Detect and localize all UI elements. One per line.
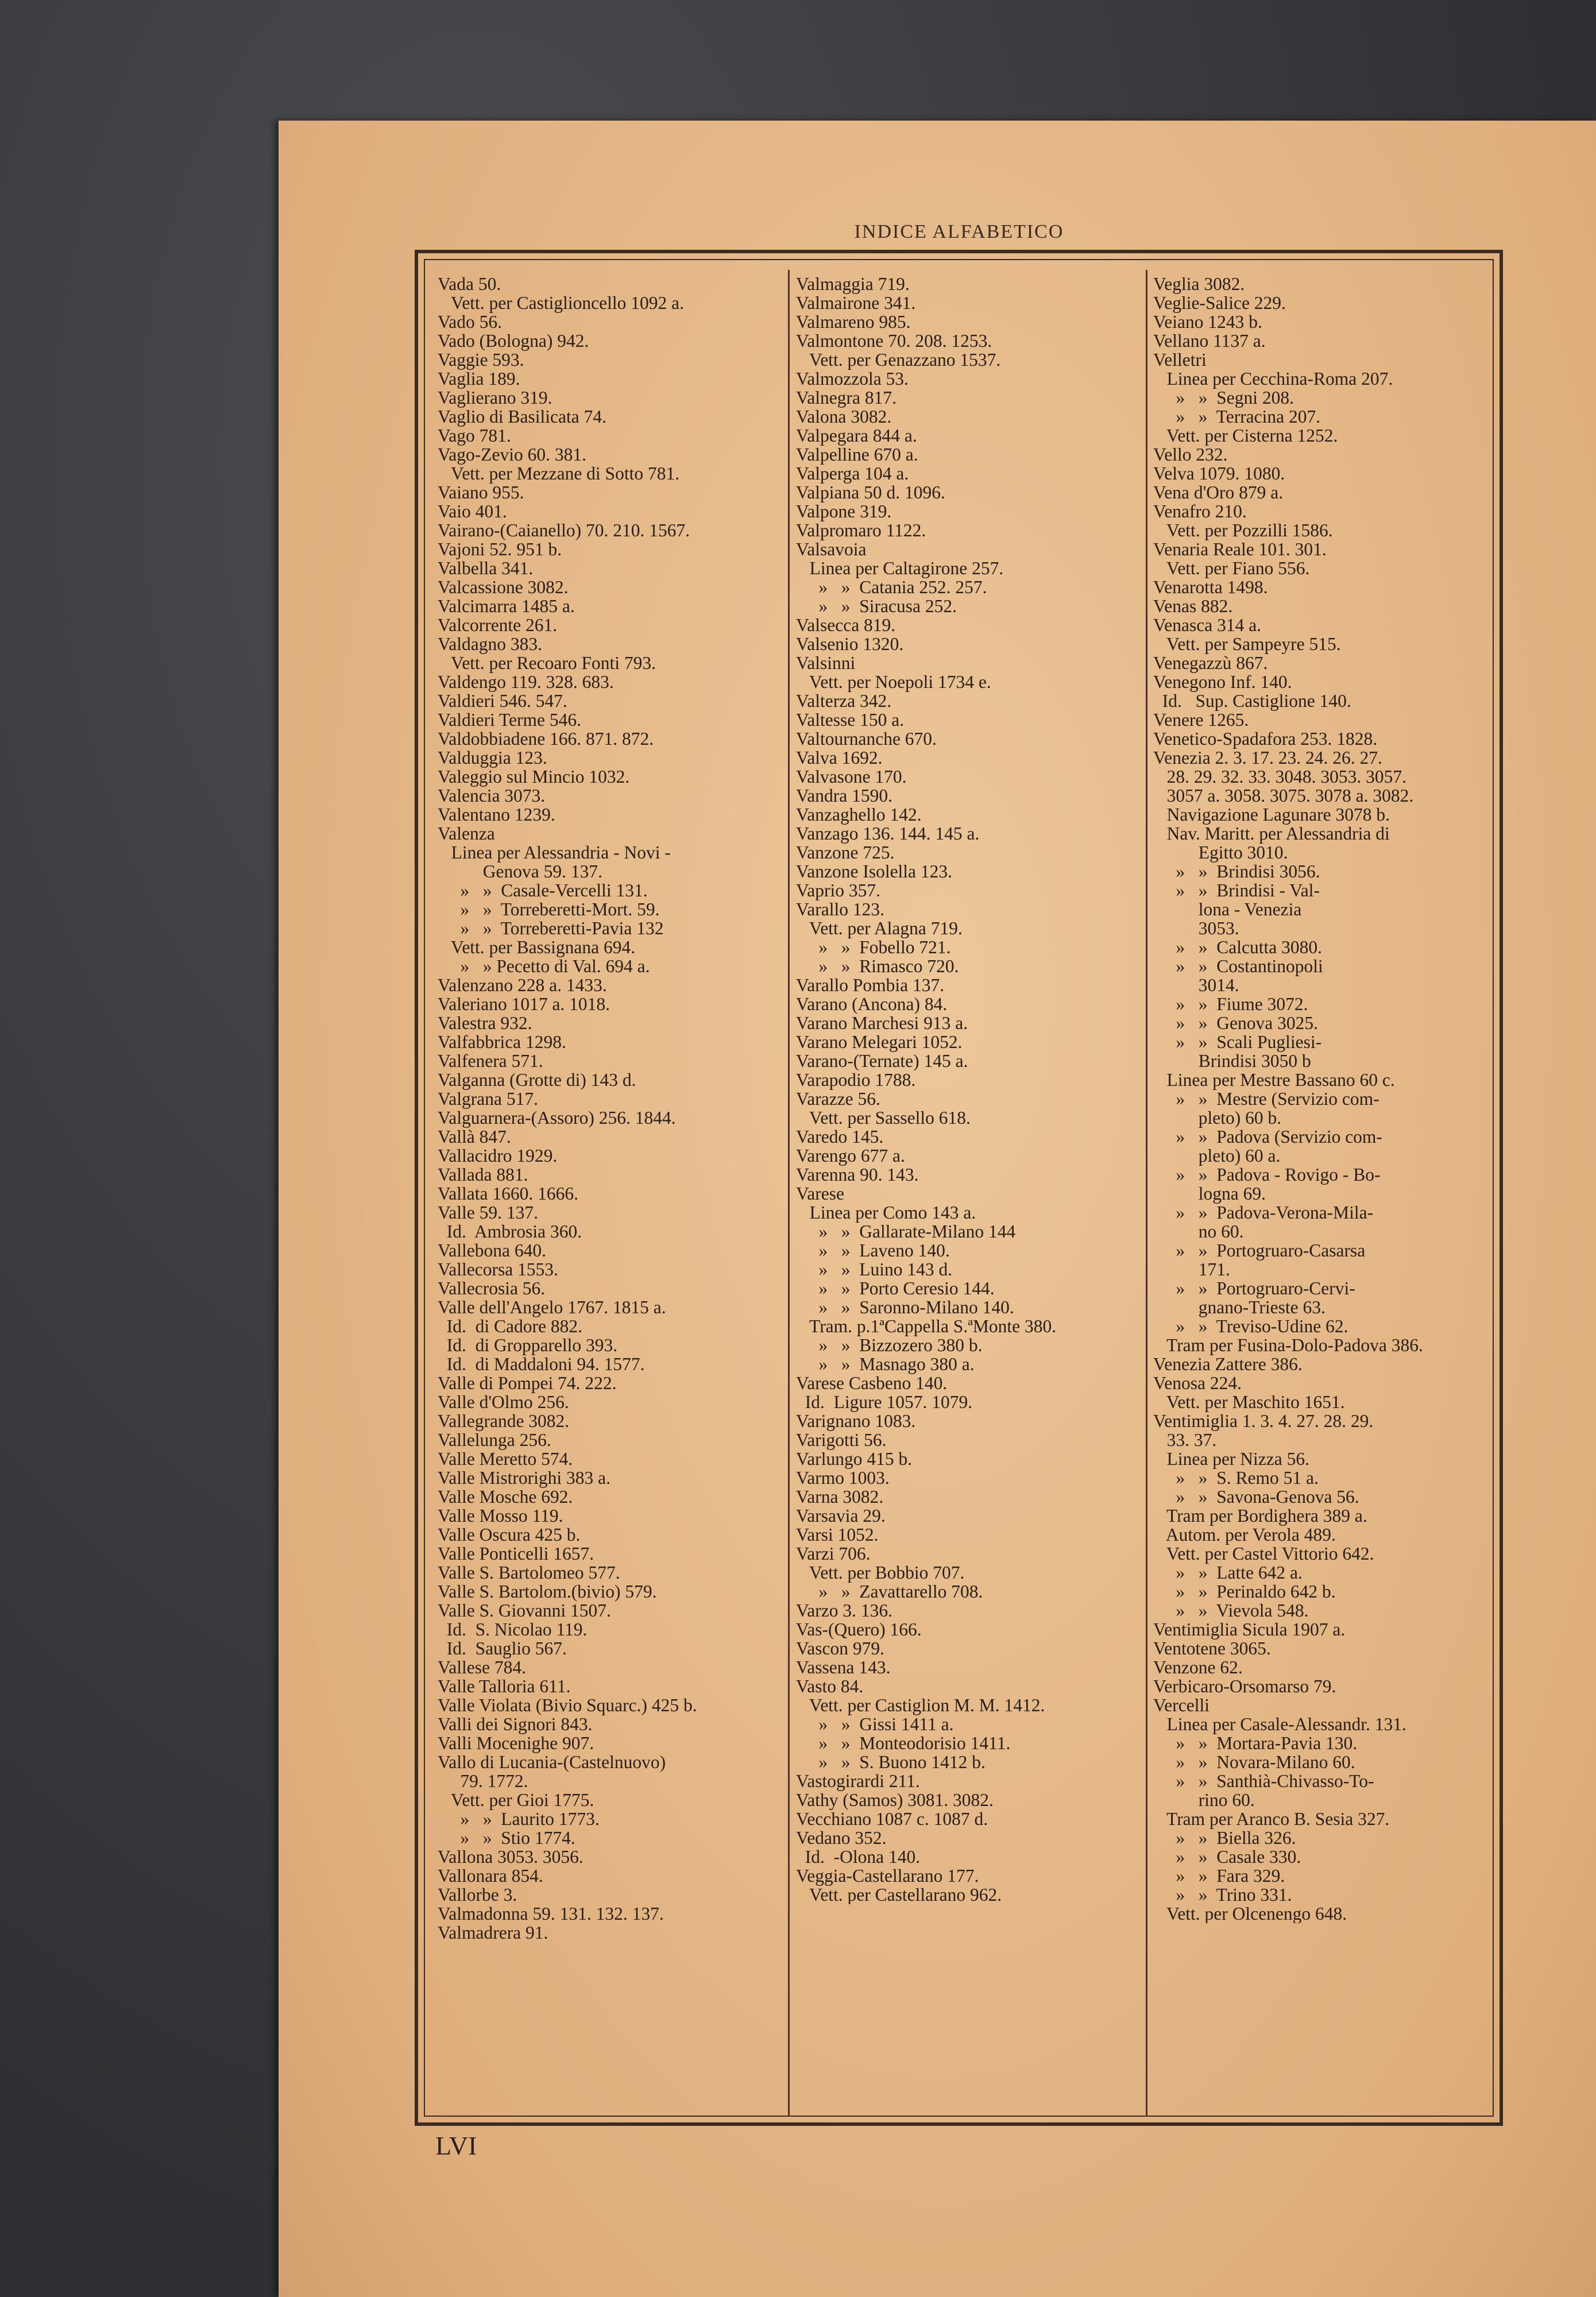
index-entry: Id. Ambrosia 360. (438, 1221, 582, 1242)
index-entry: Valsinni (796, 653, 856, 673)
index-entry: Valle Mosso 119. (438, 1506, 563, 1526)
index-entry: Varazze 56. (796, 1089, 880, 1109)
index-entry: » » Mortara-Pavia 130. (1153, 1733, 1358, 1753)
index-entry: Vett. per Castellarano 962. (796, 1885, 1002, 1904)
index-entry: Vago 781. (438, 426, 511, 446)
index-entry: Veglia 3082. (1153, 274, 1245, 294)
index-entry: Vena d'Oro 879 a. (1153, 482, 1284, 502)
index-entry: Linea per Nizza 56. (1153, 1449, 1309, 1469)
index-entry: Varmo 1003. (796, 1468, 890, 1488)
index-entry: Valsavoia (796, 539, 867, 559)
index-entry: » » Treviso-Udine 62. (1153, 1316, 1348, 1336)
index-entry: Valfenera 571. (438, 1051, 543, 1071)
index-entry: » » Padova - Rovigo - Bo- (1153, 1165, 1381, 1185)
index-entry: Vecchiano 1087 c. 1087 d. (796, 1809, 988, 1829)
index-entry: Valona 3082. (796, 407, 892, 427)
index-entry: Varano Melegari 1052. (796, 1032, 963, 1052)
index-entry: Valcassione 3082. (438, 577, 569, 597)
index-entry: Valnegra 817. (796, 388, 896, 408)
index-entry: Varese (796, 1184, 844, 1204)
index-entry: 3057 a. 3058. 3075. 3078 a. 3082. (1153, 786, 1414, 806)
index-entry: Valduggia 123. (438, 748, 547, 768)
index-entry: Valvasone 170. (796, 767, 907, 787)
index-entry: Vallonara 854. (438, 1866, 543, 1886)
index-entry: Tram per Bordighera 389 a. (1153, 1506, 1367, 1526)
index-entry: Valmareno 985. (796, 312, 911, 332)
index-entry: Vett. per Fiano 556. (1153, 558, 1310, 578)
index-entry: Valmozzola 53. (796, 369, 909, 389)
index-entry: Vado 56. (438, 312, 502, 332)
index-entry: Id. S. Nicolao 119. (438, 1619, 588, 1639)
index-entry: Vett. per Castel Vittorio 642. (1153, 1544, 1374, 1564)
index-entry: Valle Meretto 574. (438, 1449, 573, 1469)
index-entry: pleto) 60 a. (1153, 1146, 1281, 1166)
index-entry: Valsecca 819. (796, 615, 896, 635)
index-entry: » » Portogruaro-Cervi- (1153, 1278, 1355, 1298)
index-entry: Ventimiglia 1. 3. 4. 27. 28. 29. (1153, 1411, 1374, 1431)
index-entry: pleto) 60 b. (1153, 1108, 1282, 1128)
index-entry: » » Luino 143 d. (796, 1259, 953, 1279)
index-entry: Valmontone 70. 208. 1253. (796, 331, 992, 351)
index-entry: » » Saronno-Milano 140. (796, 1297, 1014, 1317)
index-entry: Vett. per Sassello 618. (796, 1108, 971, 1128)
index-entry: Valpone 319. (796, 501, 892, 521)
index-entry: Id. Sauglio 567. (438, 1638, 567, 1658)
index-entry: Id. Sup. Castiglione 140. (1153, 691, 1351, 711)
index-entry: Linea per Mestre Bassano 60 c. (1153, 1070, 1395, 1090)
index-entry: Valterza 342. (796, 691, 892, 711)
index-entry: Vastogirardi 211. (796, 1771, 920, 1791)
index-entry: Vaprio 357. (796, 880, 880, 900)
index-entry: Venezia 2. 3. 17. 23. 24. 26. 27. (1153, 748, 1382, 768)
index-entry: Varedo 145. (796, 1127, 884, 1147)
index-entry: Varese Casbeno 140. (796, 1373, 948, 1393)
index-entry: Valencia 3073. (438, 786, 546, 806)
index-entry: Valestra 932. (438, 1013, 532, 1033)
index-entry: Venosa 224. (1153, 1373, 1242, 1393)
index-entry: Valpegara 844 a. (796, 426, 917, 446)
index-entry: Vett. per Alagna 719. (796, 918, 963, 938)
index-entry: Vallelunga 256. (438, 1430, 551, 1450)
index-entry: Vett. per Sampeyre 515. (1153, 634, 1341, 654)
index-entry: » » Catania 252. 257. (796, 577, 987, 597)
index-entry: Velletri (1153, 350, 1207, 370)
index-entry: Varzo 3. 136. (796, 1600, 892, 1621)
index-entry: Vanzone 725. (796, 842, 895, 863)
index-entry: Vett. per Bobbio 707. (796, 1563, 965, 1583)
index-entry: Ventimiglia Sicula 1907 a. (1153, 1619, 1346, 1639)
index-entry: Varlungo 415 b. (796, 1449, 913, 1469)
index-entry: Venaria Reale 101. 301. (1153, 539, 1327, 559)
index-entry: Linea per Caltagirone 257. (796, 558, 1004, 578)
index-entry: Venegono Inf. 140. (1153, 672, 1292, 692)
index-entry: Vasto 84. (796, 1676, 864, 1696)
index-entry: 79. 1772. (438, 1771, 528, 1791)
index-entry: Varano (Ancona) 84. (796, 994, 948, 1014)
index-entry: » » Fara 329. (1153, 1866, 1285, 1886)
index-entry: Vascon 979. (796, 1638, 884, 1658)
index-entry: Veglie-Salice 229. (1153, 293, 1286, 313)
index-entry: Valdengo 119. 328. 683. (438, 672, 614, 692)
index-column-1 (438, 274, 782, 1942)
index-entry: » » Vievola 548. (1153, 1600, 1309, 1621)
index-entry: » » Monteodorisio 1411. (796, 1733, 1011, 1753)
index-entry: Valle Violata (Bivio Squarc.) 425 b. (438, 1695, 697, 1715)
index-entry: Valmaggia 719. (796, 274, 910, 294)
index-entry: » » Torreberetti-Mort. 59. (438, 899, 660, 919)
index-entry: Vathy (Samos) 3081. 3082. (796, 1790, 994, 1810)
index-entry: Vallegrande 3082. (438, 1411, 570, 1431)
index-entry: Tram per Aranco B. Sesia 327. (1153, 1809, 1390, 1829)
index-entry: Vett. per Castiglion M. M. 1412. (796, 1695, 1045, 1715)
index-entry: Valpelline 670 a. (796, 444, 918, 465)
index-entry: Vandra 1590. (796, 786, 892, 806)
index-entry: Valle S. Bartolom.(bivio) 579. (438, 1581, 657, 1602)
index-entry: Vallo di Lucania-(Castelnuovo) (438, 1752, 666, 1772)
index-entry: » » Brindisi - Val- (1153, 880, 1320, 900)
index-entry: Valmairone 341. (796, 293, 916, 313)
index-entry: Vallese 784. (438, 1657, 526, 1677)
index-entry: Vassena 143. (796, 1657, 891, 1677)
index-entry: Valle dell'Angelo 1767. 1815 a. (438, 1297, 666, 1317)
index-entry: Vanzone Isolella 123. (796, 861, 953, 881)
index-entry: » » S. Remo 51 a. (1153, 1468, 1319, 1488)
index-entry: Valgrana 517. (438, 1089, 538, 1109)
index-entry: Linea per Como 143 a. (796, 1202, 976, 1223)
index-entry: » » Mestre (Servizio com- (1153, 1089, 1379, 1109)
index-entry: Valpromaro 1122. (796, 520, 926, 540)
index-entry: gnano-Trieste 63. (1153, 1297, 1326, 1317)
index-entry: » » Padova-Verona-Mila- (1153, 1202, 1374, 1223)
index-entry: Valbella 341. (438, 558, 534, 578)
index-entry: Varano Marchesi 913 a. (796, 1013, 968, 1033)
index-entry: Ventotene 3065. (1153, 1638, 1271, 1658)
index-entry: Vallada 881. (438, 1165, 528, 1185)
index-entry: 33. 37. (1153, 1430, 1217, 1450)
column-divider-1 (788, 270, 790, 2116)
index-entry: Valsenio 1320. (796, 634, 904, 654)
index-entry: Valdieri Terme 546. (438, 710, 582, 730)
index-entry: Vaio 401. (438, 501, 507, 521)
index-entry: rino 60. (1153, 1790, 1255, 1810)
index-entry: Vallecrosia 56. (438, 1278, 546, 1298)
index-entry: Valenza (438, 823, 495, 844)
index-entry: Valle d'Olmo 256. (438, 1392, 569, 1412)
index-entry: Vett. per Gioi 1775. (438, 1790, 594, 1810)
index-entry: Vairano-(Caianello) 70. 210. 1567. (438, 520, 690, 540)
index-entry: » » S. Buono 1412 b. (796, 1752, 986, 1772)
index-entry: Valle 59. 137. (438, 1202, 538, 1223)
index-entry: Venezia Zattere 386. (1153, 1354, 1303, 1374)
index-entry: Valperga 104 a. (796, 463, 909, 484)
index-entry: Venetico-Spadafora 253. 1828. (1153, 729, 1378, 749)
index-entry: Valle Mosche 692. (438, 1487, 573, 1507)
index-entry: Valle Talloria 611. (438, 1676, 571, 1696)
index-entry: Valmadrera 91. (438, 1923, 548, 1942)
index-entry: Valle Mistrorighi 383 a. (438, 1468, 610, 1488)
index-entry: Venafro 210. (1153, 501, 1247, 521)
index-entry: » » Perinaldo 642 b. (1153, 1581, 1336, 1602)
index-entry: Valenzano 228 a. 1433. (438, 975, 607, 995)
index-entry: Vallecorsa 1553. (438, 1259, 558, 1279)
index-entry: Valle S. Giovanni 1507. (438, 1600, 611, 1621)
index-entry: Id. di Cadore 882. (438, 1316, 582, 1336)
index-entry: » » Segni 208. (1153, 388, 1294, 408)
index-entry: Id. di Gropparello 393. (438, 1335, 618, 1355)
index-entry: Venere 1265. (1153, 710, 1249, 730)
index-entry: » » Brindisi 3056. (1153, 861, 1320, 881)
index-entry: Linea per Casale-Alessandr. 131. (1153, 1714, 1406, 1734)
page-number: LVI (435, 2131, 477, 2160)
index-entry: Vallorbe 3. (438, 1885, 517, 1905)
index-entry: Varigotti 56. (796, 1430, 887, 1450)
index-entry: » » Padova (Servizio com- (1153, 1127, 1382, 1147)
index-entry: Valentano 1239. (438, 805, 555, 825)
index-entry: » » Bizzozero 380 b. (796, 1335, 983, 1355)
index-entry: Valpiana 50 d. 1096. (796, 482, 945, 502)
index-entry: Vaglierano 319. (438, 388, 552, 408)
index-entry: Vaggie 593. (438, 350, 524, 370)
index-entry: Venarotta 1498. (1153, 577, 1268, 597)
index-entry: » » Calcutta 3080. (1153, 937, 1322, 957)
index-entry: Valcimarra 1485 a. (438, 596, 575, 616)
index-entry: Varenna 90. 143. (796, 1165, 919, 1185)
index-entry: Valli Mocenighe 907. (438, 1733, 594, 1753)
index-entry: Vercelli (1153, 1695, 1209, 1715)
index-entry: » » Porto Ceresio 144. (796, 1278, 995, 1298)
index-entry: Nav. Maritt. per Alessandria di (1153, 823, 1390, 844)
index-entry: Verbicaro-Orsomarso 79. (1153, 1676, 1336, 1696)
index-entry: Vado (Bologna) 942. (438, 331, 589, 351)
index-entry: Valeriano 1017 a. 1018. (438, 994, 610, 1014)
index-entry: » » Genova 3025. (1153, 1013, 1318, 1033)
index-entry: Valeggio sul Mincio 1032. (438, 767, 630, 787)
index-entry: Vett. per Cisterna 1252. (1153, 426, 1338, 446)
index-entry: Valtournanche 670. (796, 729, 937, 749)
index-entry: Tram per Fusina-Dolo-Padova 386. (1153, 1335, 1423, 1355)
index-entry: Valdieri 546. 547. (438, 691, 567, 711)
index-entry: Vallata 1660. 1666. (438, 1184, 578, 1204)
index-entry: Vett. per Castiglioncello 1092 a. (438, 293, 684, 313)
index-entry: Valcorrente 261. (438, 615, 558, 635)
index-entry: » » Siracusa 252. (796, 596, 957, 616)
index-entry: Vedano 352. (796, 1828, 887, 1848)
index-entry: Vett. per Pozzilli 1586. (1153, 520, 1333, 540)
index-entry: » » Costantinopoli (1153, 956, 1323, 976)
index-entry: Vallebona 640. (438, 1240, 546, 1260)
index-entry: Varna 3082. (796, 1487, 884, 1507)
index-entry: Varano-(Ternate) 145 a. (796, 1051, 968, 1071)
index-entry: Vett. per Mezzane di Sotto 781. (438, 463, 680, 484)
index-entry: Navigazione Lagunare 3078 b. (1153, 805, 1390, 825)
index-entry: Id. Ligure 1057. 1079. (796, 1392, 973, 1412)
index-entry: Vello 232. (1153, 444, 1228, 465)
index-entry: Varallo 123. (796, 899, 884, 919)
index-column-2 (796, 274, 1141, 1904)
index-entry: Valtesse 150 a. (796, 710, 905, 730)
index-entry: » » Biella 326. (1153, 1828, 1296, 1848)
index-entry: Tram. p.1ªCappella S.ªMonte 380. (796, 1316, 1057, 1336)
index-entry: 3014. (1153, 975, 1239, 995)
index-entry: Varengo 677 a. (796, 1146, 905, 1166)
index-entry: lona - Venezia (1153, 899, 1302, 919)
index-entry: no 60. (1153, 1221, 1244, 1242)
index-entry: Venas 882. (1153, 596, 1233, 616)
index-entry: Id. di Maddaloni 94. 1577. (438, 1354, 645, 1374)
index-entry: Vanzaghello 142. (796, 805, 922, 825)
index-entry: Velva 1079. 1080. (1153, 463, 1285, 484)
index-entry: Vellano 1137 a. (1153, 331, 1266, 351)
index-entry: » » Laurito 1773. (438, 1809, 600, 1829)
index-entry: Linea per Cecchina-Roma 207. (1153, 369, 1393, 389)
index-entry: Valle S. Bartolomeo 577. (438, 1563, 620, 1583)
index-entry: Valganna (Grotte di) 143 d. (438, 1070, 636, 1090)
index-entry: Varapodio 1788. (796, 1070, 916, 1090)
index-entry: » » Pecetto di Val. 694 a. (438, 956, 650, 976)
index-entry: Valdobbiadene 166. 871. 872. (438, 729, 654, 749)
index-entry: » » Zavattarello 708. (796, 1581, 983, 1602)
index-entry: Varzi 706. (796, 1544, 871, 1564)
index-entry: Autom. per Verola 489. (1153, 1525, 1336, 1545)
page-header: INDICE ALFABETICO (854, 221, 1064, 242)
index-entry: » » Scali Pugliesi- (1153, 1032, 1322, 1052)
index-entry: » » Fiume 3072. (1153, 994, 1308, 1014)
index-entry: » » Trino 331. (1153, 1885, 1292, 1905)
index-entry: » » Casale-Vercelli 131. (438, 880, 648, 900)
index-entry: » » Gallarate-Milano 144 (796, 1221, 1016, 1242)
index-entry: Vett. per Noepoli 1734 e. (796, 672, 991, 692)
index-entry: Vada 50. (438, 274, 501, 294)
index-entry: Valle Oscura 425 b. (438, 1525, 581, 1545)
index-entry: » » Latte 642 a. (1153, 1563, 1303, 1583)
index-entry: logna 69. (1153, 1184, 1266, 1204)
column-divider-2 (1146, 270, 1147, 2116)
index-entry: Veggia-Castellarano 177. (796, 1866, 979, 1886)
index-entry: Veiano 1243 b. (1153, 312, 1262, 332)
index-entry: Varsavia 29. (796, 1506, 886, 1526)
index-entry: Egitto 3010. (1153, 842, 1288, 863)
index-entry: Venasca 314 a. (1153, 615, 1262, 635)
index-entry: Vas-(Quero) 166. (796, 1619, 922, 1639)
index-entry: » » Laveno 140. (796, 1240, 950, 1260)
index-entry: 28. 29. 32. 33. 3048. 3053. 3057. (1153, 767, 1406, 787)
index-entry: Valfabbrica 1298. (438, 1032, 566, 1052)
index-entry: Vett. per Maschito 1651. (1153, 1392, 1345, 1412)
index-entry: Venzone 62. (1153, 1657, 1243, 1677)
index-entry: » » Savona-Genova 56. (1153, 1487, 1359, 1507)
index-entry: » » Rimasco 720. (796, 956, 959, 976)
index-entry: Genova 59. 137. (438, 861, 602, 881)
index-entry: Vallà 847. (438, 1127, 511, 1147)
index-column-3 (1153, 274, 1492, 1923)
index-entry: Valva 1692. (796, 748, 883, 768)
index-entry: Varignano 1083. (796, 1411, 916, 1431)
index-entry: Valli dei Signori 843. (438, 1714, 593, 1734)
index-entry: Brindisi 3050 b (1153, 1051, 1311, 1071)
index-entry: Vallacidro 1929. (438, 1146, 558, 1166)
index-entry: Valguarnera-(Assoro) 256. 1844. (438, 1108, 676, 1128)
index-entry: Vett. per Olcenengo 648. (1153, 1904, 1347, 1923)
index-entry: Vallona 3053. 3056. (438, 1847, 583, 1867)
index-entry: Linea per Alessandria - Novi - (438, 842, 671, 863)
index-entry: Vett. per Recoaro Fonti 793. (438, 653, 656, 673)
index-entry: » » Portogruaro-Casarsa (1153, 1240, 1366, 1260)
index-entry: Varsi 1052. (796, 1525, 879, 1545)
index-entry: » » Casale 330. (1153, 1847, 1301, 1867)
index-entry: Vanzago 136. 144. 145 a. (796, 823, 980, 844)
index-entry: 171. (1153, 1259, 1230, 1279)
index-entry: Id. -Olona 140. (796, 1847, 921, 1867)
index-entry: » » Masnago 380 a. (796, 1354, 975, 1374)
index-entry: » » Torreberetti-Pavia 132 (438, 918, 664, 938)
index-entry: Vaglia 189. (438, 369, 520, 389)
index-entry: Vett. per Bassignana 694. (438, 937, 636, 957)
index-entry: » » Stio 1774. (438, 1828, 575, 1848)
index-entry: Venegazzù 867. (1153, 653, 1268, 673)
index-entry: Valle di Pompei 74. 222. (438, 1373, 617, 1393)
index-entry: Valmadonna 59. 131. 132. 137. (438, 1904, 664, 1924)
index-entry: Vaglio di Basilicata 74. (438, 407, 606, 427)
index-entry: Vajoni 52. 951 b. (438, 539, 562, 559)
index-entry: Vaiano 955. (438, 482, 524, 502)
index-entry: Varallo Pombia 137. (796, 975, 945, 995)
index-entry: 3053. (1153, 918, 1239, 938)
index-entry: » » Santhià-Chivasso-To- (1153, 1771, 1374, 1791)
index-entry: » » Terracina 207. (1153, 407, 1321, 427)
index-entry: Vago-Zevio 60. 381. (438, 444, 586, 465)
index-entry: Vett. per Genazzano 1537. (796, 350, 1001, 370)
index-entry: » » Novara-Milano 60. (1153, 1752, 1355, 1772)
index-entry: » » Fobello 721. (796, 937, 951, 957)
index-entry: Valle Ponticelli 1657. (438, 1544, 594, 1564)
index-entry: Valdagno 383. (438, 634, 542, 654)
index-entry: » » Gissi 1411 a. (796, 1714, 954, 1734)
